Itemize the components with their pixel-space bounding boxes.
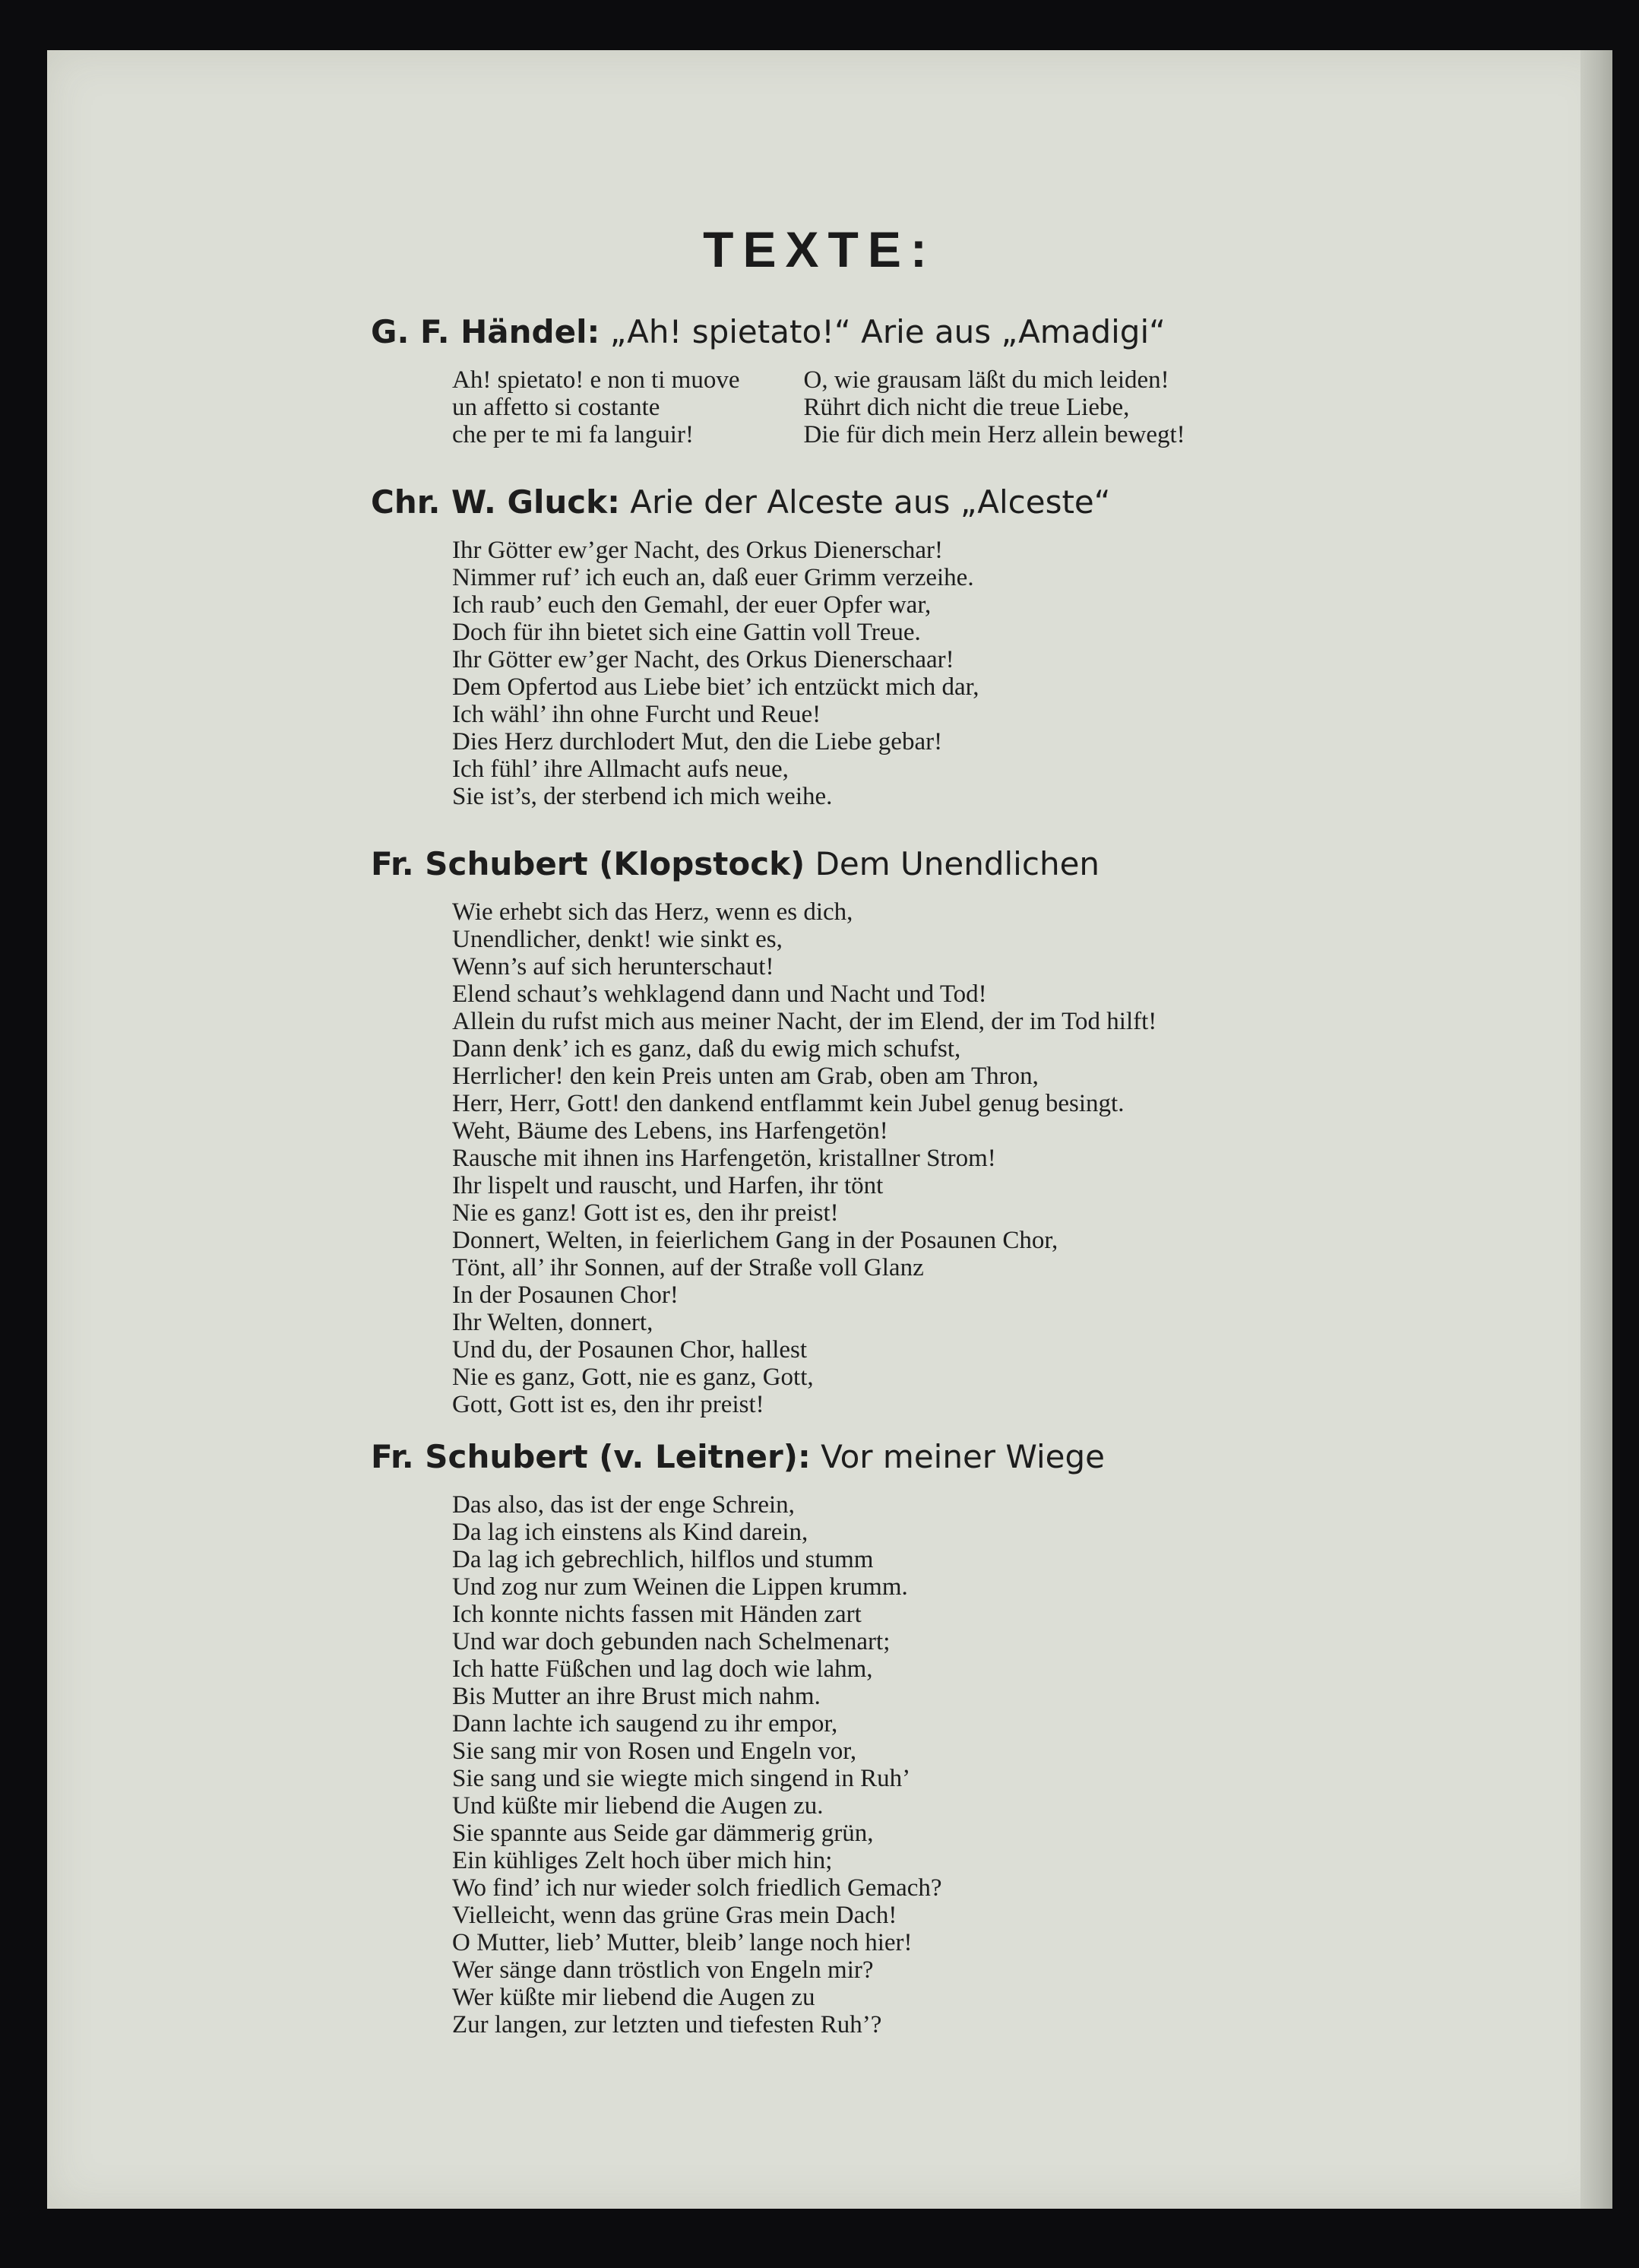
work-title: Vor meiner Wiege bbox=[821, 1438, 1106, 1475]
lyric-line: Und war doch gebunden nach Schelmenart; bbox=[452, 1628, 891, 1655]
lyrics-columns bbox=[452, 366, 1185, 448]
lyrics bbox=[452, 1491, 1105, 2038]
lyric-line: Sie sang und sie wiegte mich singend in Ruh’ bbox=[452, 1765, 911, 1792]
lyric-line: Und küßte mir liebend die Augen zu. bbox=[452, 1792, 824, 1820]
lyric-line: Rausche mit ihnen ins Harfengetön, kristallner Strom! bbox=[452, 1145, 996, 1172]
lyric-line: Ich fühl’ ihre Allmacht aufs neue, bbox=[452, 755, 789, 783]
lyric-line: Da lag ich einstens als Kind darein, bbox=[452, 1519, 808, 1546]
lyric-line: Wie erhebt sich das Herz, wenn es dich, bbox=[452, 898, 853, 926]
section-heading bbox=[371, 483, 1111, 521]
page-title: TEXTE: bbox=[703, 221, 936, 277]
lyric-line: Sie sang mir von Rosen und Engeln vor, bbox=[452, 1737, 857, 1765]
lyric-line: Ich raub’ euch den Gemahl, der euer Opfer war, bbox=[452, 591, 932, 619]
work-title: Dem Unendlichen bbox=[815, 845, 1100, 882]
lyric-line: Da lag ich gebrechlich, hilflos und stumm bbox=[452, 1546, 874, 1573]
lyric-line: Vielleicht, wenn das grüne Gras mein Dach! bbox=[452, 1902, 897, 1929]
lyrics bbox=[452, 537, 1111, 810]
lyric-line: Wo find’ ich nur wieder solch friedlich Gemach? bbox=[452, 1874, 942, 1902]
lyric-line: Ich hatte Füßchen und lag doch wie lahm, bbox=[452, 1655, 873, 1683]
lyric-line: Ah! spietato! e non ti muove bbox=[452, 366, 740, 394]
lyrics-translation bbox=[804, 366, 1185, 448]
lyric-line: Gott, Gott ist es, den ihr preist! bbox=[452, 1391, 764, 1418]
lyric-line: Ihr Götter ew’ger Nacht, des Orkus Dienerschar! bbox=[452, 537, 943, 564]
lyric-line: Ihr Götter ew’ger Nacht, des Orkus Dienerschaar! bbox=[452, 646, 954, 673]
lyric-line: Allein du rufst mich aus meiner Nacht, der im Elend, der im Tod hilft! bbox=[452, 1008, 1157, 1035]
composer-name: Fr. Schubert (Klopstock) bbox=[371, 845, 805, 882]
lyric-line: Nie es ganz, Gott, nie es ganz, Gott, bbox=[452, 1364, 814, 1391]
lyric-line: Das also, das ist der enge Schrein, bbox=[452, 1491, 795, 1519]
lyric-line: Die für dich mein Herz allein bewegt! bbox=[803, 421, 1185, 448]
section-gluck bbox=[371, 483, 1111, 810]
lyric-line: Und zog nur zum Weinen die Lippen krumm. bbox=[452, 1573, 908, 1601]
lyric-line: Bis Mutter an ihre Brust mich nahm. bbox=[452, 1683, 821, 1710]
lyric-line: Nimmer ruf’ ich euch an, daß euer Grimm verzeihe. bbox=[452, 564, 974, 591]
lyric-line: Dem Opfertod aus Liebe biet’ ich entzückt mich dar, bbox=[452, 673, 979, 701]
work-title: Arie der Alceste aus „Alceste“ bbox=[630, 483, 1111, 521]
lyric-line: Dies Herz durchlodert Mut, den die Liebe gebar! bbox=[452, 728, 943, 755]
lyric-line: Ihr Welten, donnert, bbox=[452, 1309, 653, 1336]
lyric-line: Donnert, Welten, in feierlichem Gang in der Posaunen Chor, bbox=[452, 1227, 1058, 1254]
page-fold bbox=[1580, 50, 1612, 2209]
lyric-line: Herrlicher! den kein Preis unten am Grab, oben am Thron, bbox=[452, 1063, 1039, 1090]
lyric-line: Elend schaut’s wehklagend dann und Nacht und Tod! bbox=[452, 980, 987, 1008]
lyric-line: Tönt, all’ ihr Sonnen, auf der Straße voll Glanz bbox=[452, 1254, 924, 1281]
lyric-line: Ihr lispelt und rauscht, und Harfen, ihr tönt bbox=[452, 1172, 884, 1199]
lyric-line: Sie ist’s, der sterbend ich mich weihe. bbox=[452, 783, 833, 810]
composer-name: Fr. Schubert (v. Leitner): bbox=[371, 1438, 811, 1475]
lyric-line: Doch für ihn bietet sich eine Gattin voll Treue. bbox=[452, 619, 921, 646]
lyric-line: Ich konnte nichts fassen mit Händen zart bbox=[452, 1601, 862, 1628]
lyric-line: Und du, der Posaunen Chor, hallest bbox=[452, 1336, 808, 1364]
lyric-line: Dann denk’ ich es ganz, daß du ewig mich schufst, bbox=[452, 1035, 961, 1063]
lyric-line: Unendlicher, denkt! wie sinkt es, bbox=[452, 926, 783, 953]
lyric-line: In der Posaunen Chor! bbox=[452, 1281, 679, 1309]
lyric-line: che per te mi fa languir! bbox=[452, 421, 694, 448]
lyric-line: Ich wähl’ ihn ohne Furcht und Reue! bbox=[452, 701, 821, 728]
section-heading bbox=[371, 845, 1156, 883]
lyric-line: O, wie grausam läßt du mich leiden! bbox=[803, 366, 1169, 394]
lyric-line: Weht, Bäume des Lebens, ins Harfengetön! bbox=[452, 1117, 888, 1145]
composer-name: G. F. Händel: bbox=[371, 313, 600, 350]
section-haendel bbox=[371, 313, 1185, 448]
lyrics-original bbox=[452, 366, 740, 448]
lyric-line: Wenn’s auf sich herunterschaut! bbox=[452, 953, 774, 980]
section-schubert-klopstock bbox=[371, 845, 1156, 1418]
lyric-line: Ein kühliges Zelt hoch über mich hin; bbox=[452, 1847, 833, 1874]
section-heading bbox=[371, 313, 1185, 351]
work-title: „Ah! spietato!“ Arie aus „Amadigi“ bbox=[609, 313, 1166, 350]
lyric-line: Nie es ganz! Gott ist es, den ihr preist! bbox=[452, 1199, 839, 1227]
section-heading bbox=[371, 1438, 1105, 1476]
lyric-line: Rührt dich nicht die treue Liebe, bbox=[803, 394, 1130, 421]
lyric-line: Wer sänge dann tröstlich von Engeln mir? bbox=[452, 1956, 874, 1984]
lyric-line: Sie spannte aus Seide gar dämmerig grün, bbox=[452, 1820, 874, 1847]
lyrics bbox=[452, 898, 1156, 1418]
lyric-line: Zur langen, zur letzten und tiefesten Ruh’? bbox=[452, 2011, 882, 2038]
lyric-line: Herr, Herr, Gott! den dankend entflammt kein Jubel genug besingt. bbox=[452, 1090, 1125, 1117]
lyric-line: Dann lachte ich saugend zu ihr empor, bbox=[452, 1710, 838, 1737]
section-schubert-leitner bbox=[371, 1438, 1105, 2038]
composer-name: Chr. W. Gluck: bbox=[371, 483, 620, 521]
lyric-line: Wer küßte mir liebend die Augen zu bbox=[452, 1984, 815, 2011]
lyric-line: un affetto si costante bbox=[452, 394, 660, 421]
lyric-line: O Mutter, lieb’ Mutter, bleib’ lange noch hier! bbox=[452, 1929, 913, 1956]
